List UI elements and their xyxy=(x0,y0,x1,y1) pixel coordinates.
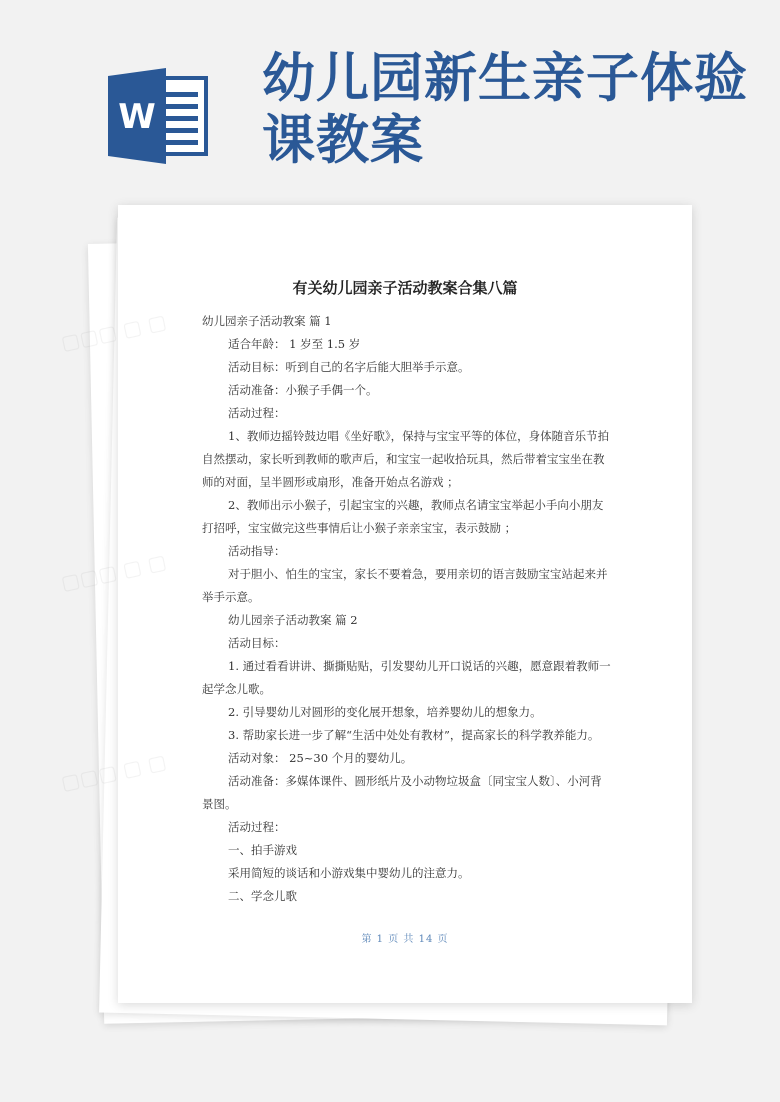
document-paragraph: 采用简短的谈话和小游戏集中婴幼儿的注意力。 xyxy=(228,866,470,880)
document-paragraph: 1. 通过看看讲讲、撕撕贴贴，引发婴幼儿开口说话的兴趣，愿意跟着教师一起学念儿歌。 xyxy=(202,659,611,696)
watermark: ▢▢▢ xyxy=(58,759,120,795)
document-paragraph: 幼儿园亲子活动教案 篇 2 xyxy=(228,613,358,627)
document-page xyxy=(118,205,692,1003)
document-paragraph: 对于胆小、怕生的宝宝，家长不要着急，要用亲切的语言鼓励宝宝站起来并举手示意。 xyxy=(202,567,608,604)
document-paragraph: 适合年龄： 1 岁至 1.5 岁 xyxy=(228,337,361,351)
watermark: ▢▢▢ xyxy=(58,559,120,595)
document-paragraph: 2. 引导婴幼儿对圆形的变化展开想象，培养婴幼儿的想象力。 xyxy=(228,705,542,719)
document-paragraph: 3. 帮助家长进一步了解“生活中处处有教材”，提高家长的科学教养能力。 xyxy=(228,728,600,742)
document-paragraph: 活动目标： xyxy=(228,636,286,650)
document-body xyxy=(202,310,612,908)
document-paragraph: 2、教师出示小猴子，引起宝宝的兴趣，教师点名请宝宝举起小手向小朋友打招呼，宝宝做完这些事情后让小猴子亲亲宝宝，表示鼓励 ； xyxy=(202,498,604,535)
document-paragraph: 活动过程： xyxy=(228,820,286,834)
page-title: 幼儿园新生亲子体验课教案 xyxy=(262,48,748,171)
document-paragraph: 活动目标：听到自己的名字后能大胆举手示意。 xyxy=(228,360,470,374)
page-number: 第 1 页 共 14 页 xyxy=(361,934,449,945)
document-paragraph: 幼儿园亲子活动教案 篇 1 xyxy=(202,314,332,328)
document-paragraph: 活动对象： 25~30 个月的婴幼儿。 xyxy=(228,751,413,765)
document-paragraph: 活动准备：小猴子手偶一个。 xyxy=(228,383,378,397)
word-logo-letter: W xyxy=(118,97,156,137)
document-paragraph: 1、教师边摇铃鼓边唱《坐好歌》，保持与宝宝平等的体位，身体随音乐节拍自然摆动，家长听到教师的歌声后，和宝宝一起收拾玩具，然后带着宝宝坐在教师的对面，呈半圆形或扇形，准备开始点名游戏 ； xyxy=(202,429,610,489)
document-paragraph: 活动准备：多媒体课件、圆形纸片及小动物垃圾盒〔同宝宝人数〕、小河背景图。 xyxy=(202,774,602,811)
document-title: 有关幼儿园亲子活动教案合集八篇 xyxy=(292,279,518,297)
word-logo-icon xyxy=(108,68,210,164)
document-paragraph: 一、拍手游戏 xyxy=(228,843,297,857)
document-paragraph: 活动指导： xyxy=(228,544,286,558)
document-paragraph: 二、学念儿歌 xyxy=(228,889,297,903)
document-paragraph: 活动过程： xyxy=(228,406,286,420)
